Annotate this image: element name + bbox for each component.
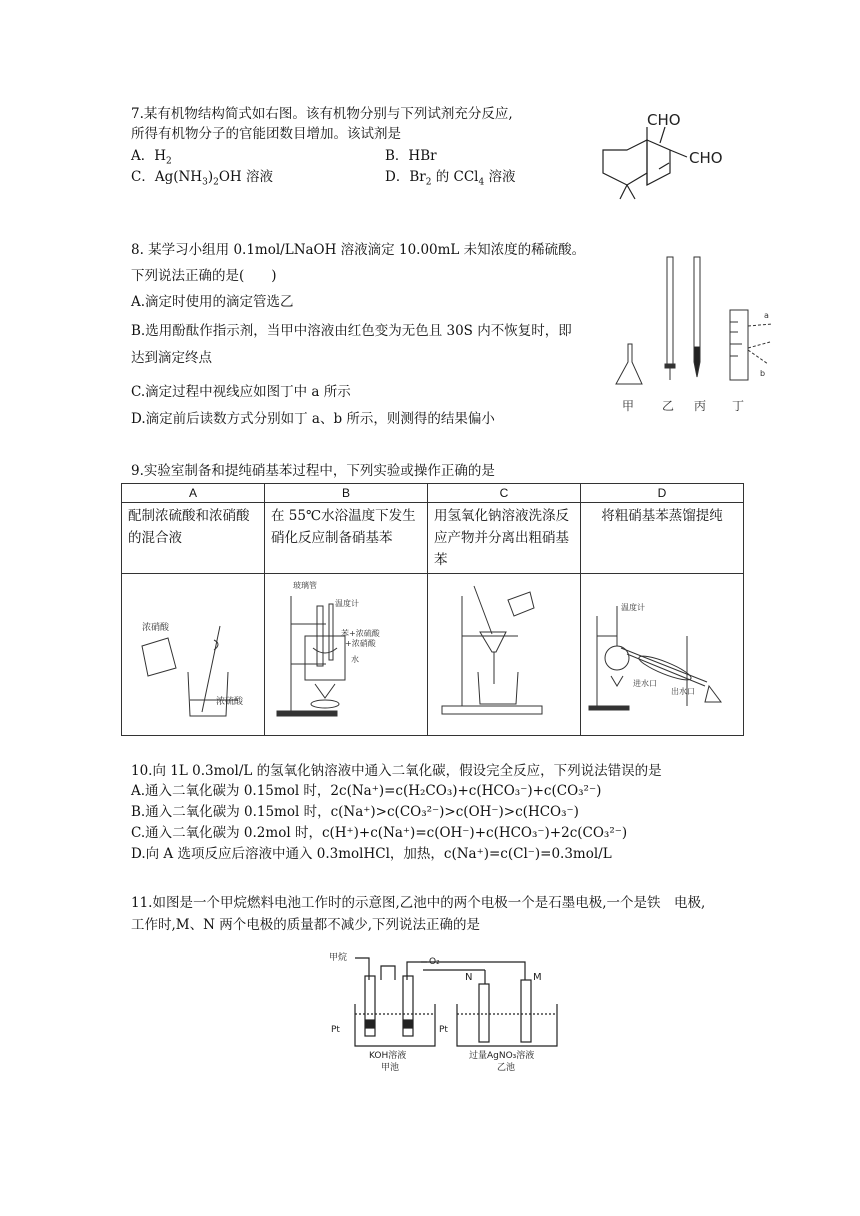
q9-cell-c: 用氢氧化钠溶液洗涤反应产物并分离出粗硝基苯 <box>428 503 581 574</box>
left-ring <box>603 140 647 185</box>
q9-figure-c <box>434 576 574 726</box>
q8-option-b-line2: 达到滴定终点 <box>131 350 212 366</box>
label-jia-cell: 甲池 <box>381 1063 400 1073</box>
pouring-beaker <box>508 592 534 616</box>
q9-cell-d: 将粗硝基苯蒸馏提纯 <box>581 503 744 574</box>
label-pt-left: Pt <box>331 1025 340 1035</box>
q8-line1: 8. 某学习小组用 0.1mol/LNaOH 溶液滴定 10.00mL 未知浓度的稀硫酸。 <box>131 242 586 258</box>
fig-label-bing: 丙 <box>694 399 707 413</box>
q10-option-a: A.通入二氧化碳为 0.15mol 时，2c(Na⁺)=c(H₂CO₃)+c(HCO₃⁻)+c(CO₃²⁻) <box>131 783 602 799</box>
q7-option-b: B．HBr <box>385 148 437 164</box>
q9-figure-a <box>128 576 258 726</box>
stand-base <box>442 706 542 714</box>
yi-cell <box>457 1004 557 1046</box>
q9-figure-b <box>271 576 421 726</box>
q9-figure-row <box>122 574 744 736</box>
q11-fuel-cell-diagram <box>325 950 575 1080</box>
q7-option-c: C．$Ag(NH_3)_2OH$ 溶液 <box>131 169 273 188</box>
q9-header-row <box>122 484 744 503</box>
burette-yi <box>667 257 673 367</box>
fig-label-ding: 丁 <box>732 399 745 413</box>
beaker <box>188 672 228 716</box>
label-koh: KOH溶液 <box>369 1051 407 1061</box>
fig-label-yi: 乙 <box>662 399 675 413</box>
q9-table <box>121 483 744 736</box>
burner <box>315 684 335 698</box>
glass-rod <box>474 586 492 634</box>
q9-figure-a-cell <box>122 574 265 736</box>
q10-option-c: C.通入二氧化碳为 0.2mol 时，c(H⁺)+c(Na⁺)=c(OH⁻)+c(HCO₃⁻)+2c(CO₃²⁻) <box>131 825 628 841</box>
q9-cell-a: 配制浓硫酸和浓硝酸的混合液 <box>122 503 265 574</box>
q7-option-d: D．$Br_2$ 的 CCl$_4$ 溶液 <box>385 169 516 188</box>
fig-label-jia: 甲 <box>622 399 635 413</box>
q10-option-b: B.通入二氧化碳为 0.15mol 时，c(Na⁺)>c(CO₃²⁻)>c(OH⁻)>c(HCO₃⁻) <box>131 804 579 820</box>
q9-header-b: B <box>265 484 428 503</box>
right-ring <box>647 140 670 185</box>
funnel <box>480 632 506 652</box>
q11-line2: 工作时,M、N 两个电极的质量都不减少,下列说法正确的是 <box>131 917 481 933</box>
q9-figure-c-cell <box>428 574 581 736</box>
label-m: M <box>533 972 542 983</box>
cho-label-right: CHO <box>689 149 723 167</box>
electrode-m <box>521 980 531 1042</box>
q7-structure-diagram <box>585 105 745 205</box>
burette-bing <box>694 257 700 347</box>
label-n: N <box>465 972 473 983</box>
q9-figure-b-cell <box>265 574 428 736</box>
q9-figure-d <box>587 576 737 726</box>
q9-header-c: C <box>428 484 581 503</box>
q8-option-a: A.滴定时使用的滴定管选乙 <box>131 294 294 310</box>
q8-titration-figure <box>608 252 788 418</box>
q9-header-d: D <box>581 484 744 503</box>
receiver-flask <box>705 686 721 702</box>
label-benzene-acid: 苯+浓硫酸 <box>341 629 380 638</box>
reading-a-label: a <box>764 311 769 320</box>
label-o2: O₂ <box>429 957 440 967</box>
q7-option-a: A．$H_2$ <box>131 148 172 167</box>
q7-line2: 所得有机物分子的官能团数目增加。该试剂是 <box>131 126 401 142</box>
q8-option-c: C.滴定过程中视线应如图丁中 a 所示 <box>131 384 351 400</box>
label-water-out: 出水口 <box>671 687 695 696</box>
q9-title: 9.实验室制备和提纯硝基苯过程中，下列实验或操作正确的是 <box>131 463 495 479</box>
electrode-n <box>479 984 489 1042</box>
label-pt-right: Pt <box>439 1025 448 1035</box>
q9-text-row <box>122 503 744 574</box>
label-thermometer-d: 温度计 <box>621 603 645 612</box>
receiving-beaker <box>478 672 518 704</box>
label-water: 水 <box>351 655 359 664</box>
q10-title: 10.向 1L 0.3mol/L 的氢氧化钠溶液中通入二氧化碳，假设完全反应，下列说法错误的是 <box>131 763 662 779</box>
label-glass-tube: 玻璃管 <box>293 581 317 590</box>
q8-line2: 下列说法正确的是( ) <box>131 268 277 284</box>
q9-figure-d-cell <box>581 574 744 736</box>
label-conc-nitric: 浓硝酸 <box>142 623 170 633</box>
q10-option-d: D.向 A 选项反应后溶液中通入 0.3molHCl，加热，c(Na⁺)=c(Cl⁻)=0.3mol/L <box>131 846 612 862</box>
label-conc-sulfuric: 浓硫酸 <box>216 697 244 707</box>
q7-line1: 7.某有机物结构简式如右图。该有机物分别与下列试剂充分反应, <box>131 106 513 122</box>
label-nitric: +浓硝酸 <box>345 639 376 648</box>
q9-header-a: A <box>122 484 265 503</box>
external-wire <box>427 962 525 980</box>
label-agno3: 过量AgNO₃溶液 <box>469 1051 535 1061</box>
reading-tube <box>730 310 748 380</box>
condenser <box>621 648 707 682</box>
q8-option-d: D.滴定前后读数方式分别如丁 a、b 所示，则测得的结果偏小 <box>131 411 495 427</box>
q9-cell-b: 在 55℃水浴温度下发生硝化反应制备硝基苯 <box>265 503 428 574</box>
water-bath <box>305 636 345 680</box>
q11-line1: 11.如图是一个甲烷燃料电池工作时的示意图,乙池中的两个电极一个是石墨电极,一个是铁 电极, <box>131 895 706 911</box>
conical-flask <box>616 344 642 384</box>
label-methane: 甲烷 <box>329 953 348 963</box>
cho-label-top: CHO <box>647 111 681 129</box>
label-water-in: 进水口 <box>633 679 657 688</box>
label-thermometer: 温度计 <box>335 599 359 608</box>
tilted-bottle <box>142 638 176 676</box>
label-yi-cell: 乙池 <box>497 1063 516 1073</box>
reading-b-label: b <box>760 369 766 378</box>
q8-option-b-line1: B.选用酚酞作指示剂，当甲中溶液由红色变为无色且 30S 内不恢复时，即 <box>131 323 572 339</box>
